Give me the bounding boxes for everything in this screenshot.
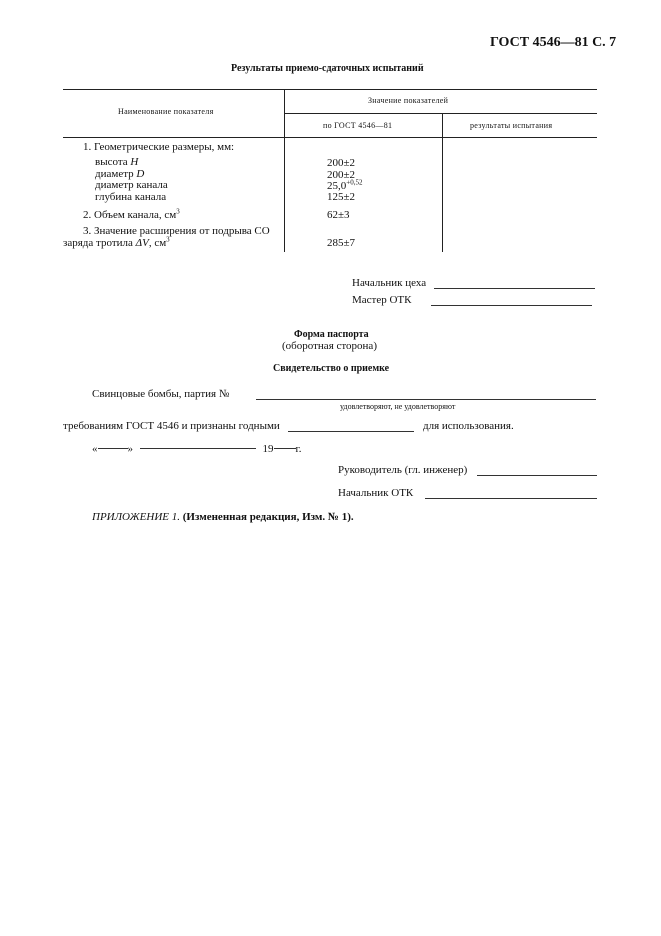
shop-head-label: Начальник цеха xyxy=(352,277,427,289)
row-diameter-value: 200±2 xyxy=(327,169,356,181)
shop-head-signature-line[interactable] xyxy=(434,288,595,289)
row-channel-diameter-tolerance: +0,52 xyxy=(346,178,363,187)
row-geometric-title: 1. Геометрические размеры, мм: xyxy=(83,141,235,153)
row-expansion-label-line2 xyxy=(63,237,170,249)
row-expansion-value: 285±7 xyxy=(327,237,356,249)
row-diameter-name: диаметр xyxy=(95,168,134,180)
row-channel-depth-label: глубина канала xyxy=(95,191,167,203)
row-expansion-unit: , см xyxy=(148,237,167,249)
row-channel-depth-value: 125±2 xyxy=(327,191,356,203)
row-channel-diameter-number: 25,0 xyxy=(327,180,347,192)
row-channel-diameter-label: диаметр канала xyxy=(95,179,168,191)
appendix-label: ПРИЛОЖЕНИЕ 1. xyxy=(92,511,180,523)
row-height-symbol: H xyxy=(130,156,139,168)
row-expansion-symbol: ΔV xyxy=(135,237,149,249)
batch-number-line[interactable] xyxy=(256,399,596,400)
row-diameter-symbol: D xyxy=(136,168,145,180)
row-height-label xyxy=(95,156,138,168)
date-day-line[interactable] xyxy=(98,448,128,449)
passport-title: Форма паспорта xyxy=(294,329,369,340)
table-vline-1 xyxy=(284,89,285,252)
col-header-gost: по ГОСТ 4546—81 xyxy=(323,121,393,130)
otk-master-signature-line[interactable] xyxy=(431,305,592,306)
date-year-line[interactable] xyxy=(274,448,296,449)
otk-head-label: Начальник ОТК xyxy=(338,487,414,499)
row-channel-volume-name: 2. Объем канала, см xyxy=(83,209,177,221)
date-open-quote: « xyxy=(92,443,98,455)
row-expansion-name: заряда тротила xyxy=(63,237,133,249)
row-channel-volume-label xyxy=(83,209,180,221)
manager-signature-line[interactable] xyxy=(477,475,597,476)
table-title: Результаты приемо-сдаточных испытаний xyxy=(231,63,424,74)
page-header: ГОСТ 4546—81 С. 7 xyxy=(490,35,617,50)
col-header-results: результаты испытания xyxy=(470,121,553,130)
date-year-prefix: 19 xyxy=(262,443,274,455)
col-header-name: Наименование показателя xyxy=(118,107,214,116)
table-vline-2 xyxy=(442,113,443,252)
batch-hint: удовлетворяют, не удовлетворяют xyxy=(340,402,456,411)
date-year-suffix: г. xyxy=(295,443,302,455)
passport-subtitle: (оборотная сторона) xyxy=(282,340,377,352)
row-channel-volume-value: 62±3 xyxy=(327,209,350,221)
row-height-value: 200±2 xyxy=(327,157,356,169)
table-top-rule xyxy=(63,89,597,90)
appendix-note xyxy=(92,511,354,523)
requirements-label: требованиям ГОСТ 4546 и признаны годными xyxy=(63,420,280,432)
row-height-name: высота xyxy=(95,156,128,168)
row-channel-volume-unit-sup: 3 xyxy=(176,207,180,216)
col-header-values: Значение показателей xyxy=(368,96,449,105)
fitness-line[interactable] xyxy=(288,431,414,432)
appendix-revision: (Измененная редакция, Изм. № 1). xyxy=(182,511,354,523)
otk-master-label: Мастер ОТК xyxy=(352,294,412,306)
row-expansion-unit-sup: 3 xyxy=(166,235,170,244)
otk-head-signature-line[interactable] xyxy=(425,498,597,499)
manager-label: Руководитель (гл. инженер) xyxy=(338,464,468,476)
table-mid-rule xyxy=(284,113,597,114)
date-month-line[interactable] xyxy=(140,448,256,449)
date-close-quote: » xyxy=(127,443,133,455)
row-expansion-label-line1: 3. Значение расширения от подрыва СО xyxy=(83,225,270,237)
certificate-title: Свидетельство о приемке xyxy=(273,363,390,374)
date-line xyxy=(92,443,302,455)
usage-label: для использования. xyxy=(423,420,514,432)
batch-label: Свинцовые бомбы, партия № xyxy=(92,388,230,400)
table-header-rule xyxy=(63,137,597,138)
